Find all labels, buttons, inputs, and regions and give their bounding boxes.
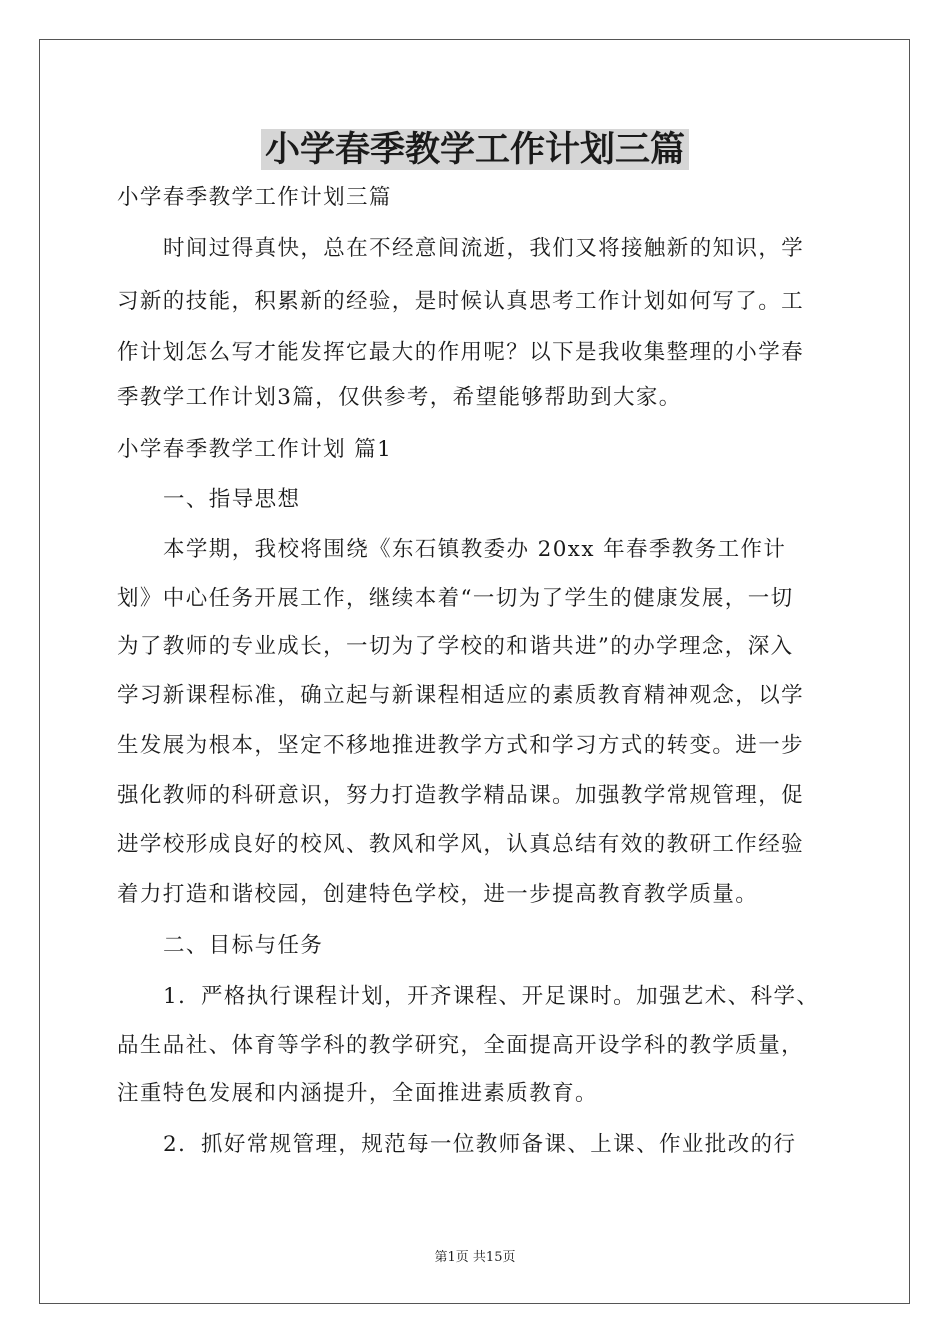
section-heading: 小学春季教学工作计划 篇1 — [117, 437, 393, 462]
paragraph-line: 划》中心任务开展工作，继续本着“一切为了学生的健康发展，一切 — [117, 586, 794, 611]
paragraph-line: 品生品社、体育等学科的教学研究，全面提高开设学科的教学质量， — [117, 1033, 805, 1058]
paragraph-line: 时间过得真快，总在不经意间流逝，我们又将接触新的知识，学 — [163, 236, 805, 261]
paragraph-line: 生发展为根本，坚定不移地推进教学方式和学习方式的转变。进一步 — [117, 733, 805, 758]
subtitle-line: 小学春季教学工作计划三篇 — [117, 185, 392, 210]
paragraph-line: 为了教师的专业成长，一切为了学校的和谐共进”的办学理念，深入 — [117, 634, 794, 659]
subheading: 二、目标与任务 — [163, 933, 324, 958]
paragraph-line: 2．抓好常规管理，规范每一位教师备课、上课、作业批改的行 — [163, 1132, 797, 1157]
paragraph-line: 本学期，我校将围绕《东石镇教委办 20xx 年春季教务工作计 — [163, 537, 787, 562]
page-border — [39, 39, 910, 1304]
paragraph-line: 进学校形成良好的校风、教风和学风，认真总结有效的教研工作经验 — [117, 832, 805, 857]
paragraph-line: 着力打造和谐校园，创建特色学校，进一步提高教育教学质量。 — [117, 882, 759, 907]
title-highlight: 小学春季教学工作计划三篇 — [261, 129, 689, 170]
paragraph-line: 注重特色发展和内涵提升，全面推进素质教育。 — [117, 1081, 598, 1106]
page-number-footer: 第1页 共15页 — [434, 1250, 516, 1265]
paragraph-line: 强化教师的科研意识，努力打造教学精品课。加强教学常规管理，促 — [117, 783, 805, 808]
paragraph-line: 习新的技能，积累新的经验，是时候认真思考工作计划如何写了。工 — [117, 289, 805, 314]
paragraph-line: 学习新课程标准，确立起与新课程相适应的素质教育精神观念，以学 — [117, 683, 805, 708]
paragraph-line: 季教学工作计划3篇，仅供参考，希望能够帮助到大家。 — [117, 385, 682, 410]
paragraph-line: 1．严格执行课程计划，开齐课程、开足课时。加强艺术、科学、 — [163, 984, 820, 1009]
document-title — [0, 128, 950, 172]
paragraph-line: 作计划怎么写才能发挥它最大的作用呢？以下是我收集整理的小学春 — [117, 340, 805, 365]
subheading: 一、指导思想 — [163, 487, 301, 512]
